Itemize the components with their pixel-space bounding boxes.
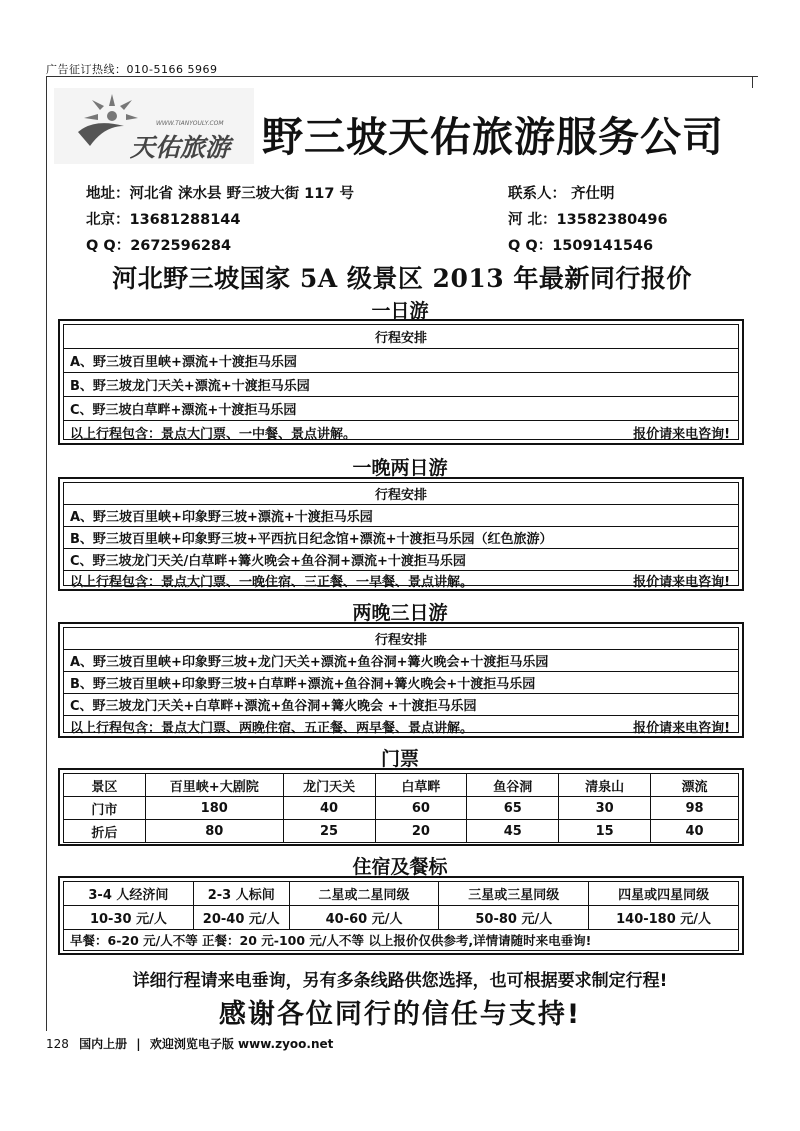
day3-footer	[64, 716, 738, 736]
table-cell: 门市	[64, 797, 146, 820]
tickets-box	[58, 768, 744, 846]
table-cell: 3-4 人经济间	[64, 882, 194, 906]
day2-includes: 以上行程包含：景点大门票、一晚住宿、三正餐、一早餐、景点讲解。	[70, 574, 474, 590]
table-cell: 漂流	[651, 774, 739, 797]
beijing-phone: 北京：13681288144	[86, 212, 241, 228]
day1-box	[58, 319, 744, 445]
day2-item-a: A、野三坡百里峡+印象野三坡+漂流+十渡拒马乐园	[64, 505, 738, 527]
table-cell: 龙门天关	[283, 774, 375, 797]
table-cell: 40-60 元/人	[289, 906, 439, 930]
day1-item-b: B、野三坡龙门天关+漂流+十渡拒马乐园	[64, 373, 738, 397]
table-cell: 50-80 元/人	[439, 906, 589, 930]
table-row	[64, 930, 739, 951]
table-cell: 白草畔	[375, 774, 467, 797]
company-name: 野三坡天佑旅游服务公司	[262, 113, 724, 161]
table-cell: 2-3 人标间	[193, 882, 289, 906]
table-row	[64, 820, 739, 843]
table-row	[64, 797, 739, 820]
address: 地址：河北省 涞水县 野三坡大街 117 号	[86, 186, 354, 202]
day3-includes: 以上行程包含：景点大门票、两晚住宿、五正餐、两早餐、景点讲解。	[70, 720, 474, 736]
day2-footer	[64, 571, 738, 589]
day1-price-note: 报价请来电咨询!	[633, 426, 730, 442]
day1-title: 一日游	[371, 300, 429, 322]
table-row	[64, 906, 739, 930]
day3-item-a: A、野三坡百里峡+印象野三坡+龙门天关+漂流+鱼谷洞+篝火晚会+十渡拒马乐园	[64, 650, 738, 672]
day3-price-note: 报价请来电咨询!	[633, 720, 730, 736]
table-cell: 四星或四星同级	[589, 882, 739, 906]
table-cell: 折后	[64, 820, 146, 843]
slogan-thanks: 感谢各位同行的信任与支持!	[218, 999, 582, 1030]
top-rule	[46, 76, 758, 77]
logo-text: 天佑旅游	[130, 133, 231, 162]
right-tick	[752, 76, 753, 88]
day3-header: 行程安排	[64, 628, 738, 650]
table-cell: 清泉山	[559, 774, 651, 797]
hebei-phone: 河 北：13582380496	[508, 212, 668, 228]
company-logo	[54, 88, 254, 164]
table-cell: 180	[145, 797, 283, 820]
table-cell: 三星或三星同级	[439, 882, 589, 906]
table-cell: 二星或二星同级	[289, 882, 439, 906]
footer-link-text: 欢迎浏览电子版 www.zyoo.net	[149, 1037, 334, 1051]
table-cell: 40	[651, 820, 739, 843]
day3-box	[58, 622, 744, 738]
meals-note: 早餐：6-20 元/人不等 正餐：20 元-100 元/人不等 以上报价仅供参考,详情请随时来电垂询!	[64, 930, 739, 951]
table-cell: 65	[467, 797, 559, 820]
table-cell: 98	[651, 797, 739, 820]
day1-header: 行程安排	[64, 325, 738, 349]
page-footer	[46, 1035, 333, 1052]
table-cell: 45	[467, 820, 559, 843]
table-cell: 20	[375, 820, 467, 843]
table-cell: 景区	[64, 774, 146, 797]
lodging-title: 住宿及餐标	[352, 856, 448, 878]
tickets-header-row	[64, 774, 739, 797]
table-cell: 40	[283, 797, 375, 820]
footer-section: 国内上册	[79, 1037, 128, 1051]
day3-item-c: C、野三坡龙门天关+白草畔+漂流+鱼谷洞+篝火晚会 +十渡拒马乐园	[64, 694, 738, 716]
day1-item-a: A、野三坡百里峡+漂流+十渡拒马乐园	[64, 349, 738, 373]
tickets-table	[63, 773, 739, 843]
qq-2: Q Q：1509141546	[508, 238, 654, 254]
main-title: 河北野三坡国家 5A 级景区 2013 年最新同行报价	[112, 264, 692, 293]
page-number: 128	[46, 1037, 69, 1051]
table-cell: 10-30 元/人	[64, 906, 194, 930]
ad-hotline: 广告征订热线：010-5166 5969	[46, 63, 218, 76]
day3-item-b: B、野三坡百里峡+印象野三坡+白草畔+漂流+鱼谷洞+篝火晚会+十渡拒马乐园	[64, 672, 738, 694]
table-cell: 20-40 元/人	[193, 906, 289, 930]
table-cell: 60	[375, 797, 467, 820]
day3-title: 两晚三日游	[352, 602, 448, 624]
day1-item-c: C、野三坡白草畔+漂流+十渡拒马乐园	[64, 397, 738, 421]
day2-header: 行程安排	[64, 483, 738, 505]
slogan-detail: 详细行程请来电垂询，另有多条线路供您选择，也可根据要求制定行程!	[132, 971, 668, 991]
day2-item-b: B、野三坡百里峡+印象野三坡+平西抗日纪念馆+漂流+十渡拒马乐园（红色旅游）	[64, 527, 738, 549]
day1-footer	[64, 421, 738, 443]
table-cell: 25	[283, 820, 375, 843]
footer-separator: |	[136, 1037, 141, 1051]
day2-box	[58, 477, 744, 591]
contact-person: 联系人： 齐仕明	[508, 186, 615, 202]
qq-1: Q Q：2672596284	[86, 238, 232, 254]
lodging-table	[63, 881, 739, 951]
left-rule	[46, 76, 47, 1031]
day1-includes: 以上行程包含：景点大门票、一中餐、景点讲解。	[70, 426, 357, 442]
day2-item-c: C、野三坡龙门天关/白草畔+篝火晚会+鱼谷洞+漂流+十渡拒马乐园	[64, 549, 738, 571]
day2-price-note: 报价请来电咨询!	[633, 574, 730, 590]
table-cell: 百里峡+大剧院	[145, 774, 283, 797]
day2-title: 一晚两日游	[352, 457, 448, 479]
table-cell: 80	[145, 820, 283, 843]
tickets-title: 门票	[380, 748, 419, 770]
logo-url: WWW.TIANYOULY.COM	[156, 120, 224, 127]
table-cell: 30	[559, 797, 651, 820]
table-cell: 鱼谷洞	[467, 774, 559, 797]
table-cell: 140-180 元/人	[589, 906, 739, 930]
table-cell: 15	[559, 820, 651, 843]
lodging-box	[58, 876, 744, 955]
lodging-header-row	[64, 882, 739, 906]
